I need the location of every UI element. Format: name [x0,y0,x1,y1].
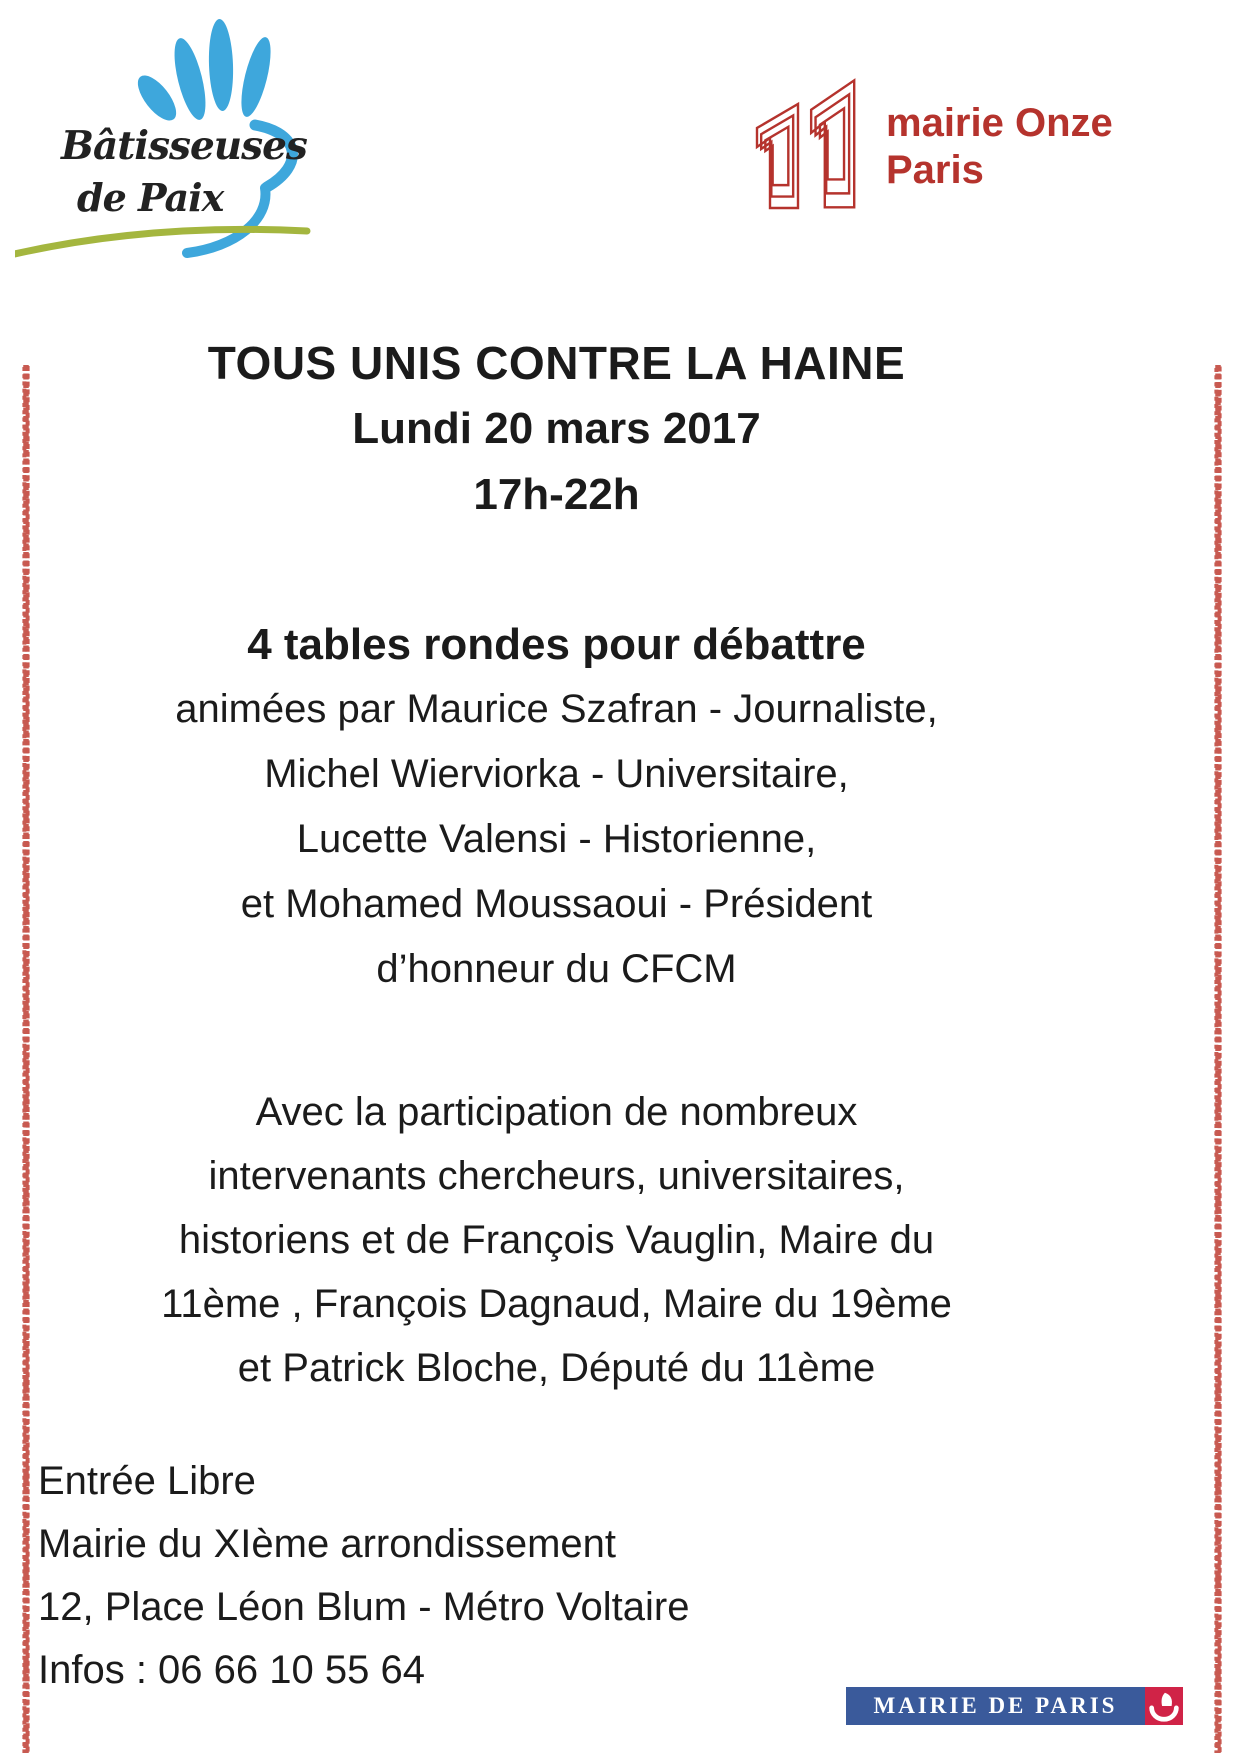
batisseuses-wordmark-line2: de Paix [77,175,224,220]
moderator-line: Lucette Valensi - Historienne, [296,817,817,861]
event-time: 17h-22h [473,470,640,519]
stitch-border-left [19,365,33,1753]
participants-line: Avec la participation de nombreux [255,1090,858,1134]
stitch-border-right [1211,365,1225,1753]
moderator-line: Michel Wierviorka - Universitaire, [264,752,849,796]
participants-line: intervenants chercheurs, universitaires, [208,1154,905,1198]
practical-line-phone: Infos : 06 66 10 55 64 [38,1648,425,1692]
mairie-de-paris-label: MAIRIE DE PARIS [846,1687,1145,1725]
mairie-de-paris-banner [846,1687,1183,1725]
event-date: Lundi 20 mars 2017 [352,404,761,453]
batisseuses-de-paix-logo [15,5,325,270]
practical-line-entry: Entrée Libre [38,1459,256,1503]
title-block [0,330,1113,528]
mairie-onze-line2: Paris [886,148,984,192]
program-block [0,612,1113,1002]
moderator-line: d’honneur du CFCM [376,947,737,991]
onze-11-icon [752,78,859,210]
participants-line: historiens et de François Vauglin, Maire du [178,1218,935,1262]
participants-line: et Patrick Bloche, Député du 11ème [237,1346,876,1390]
participants-block [0,1080,1113,1400]
practical-info-block [38,1450,689,1702]
paris-sail-icon [1145,1687,1183,1725]
mairie-onze-logo [752,78,859,210]
event-title: TOUS UNIS CONTRE LA HAINE [207,337,906,389]
mairie-onze-wordmark [886,100,1113,194]
practical-line-venue: Mairie du XIème arrondissement [38,1522,617,1566]
practical-line-address: 12, Place Léon Blum - Métro Voltaire [38,1585,690,1629]
moderator-line: animées par Maurice Szafran - Journaliste, [175,687,938,731]
mairie-onze-line1: mairie Onze [886,101,1113,145]
program-heading: 4 tables rondes pour débattre [247,620,866,669]
participants-line: 11ème , François Dagnaud, Maire du 19ème [161,1282,952,1326]
batisseuses-wordmark-line1: Bâtisseuses [61,123,307,169]
moderator-line: et Mohamed Moussaoui - Président [240,882,873,926]
